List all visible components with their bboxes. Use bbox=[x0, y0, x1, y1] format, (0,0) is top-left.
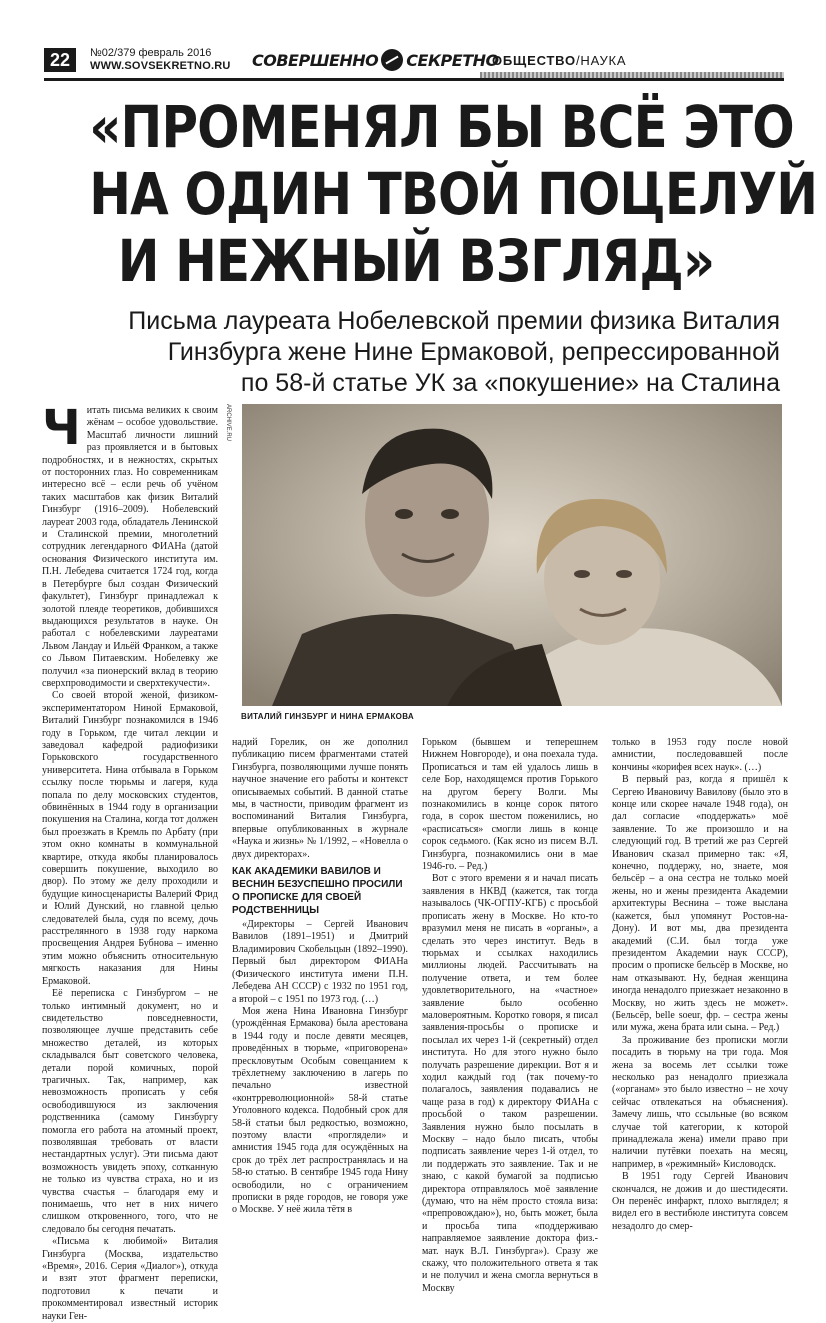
header-rule bbox=[44, 78, 784, 81]
article-subheadline bbox=[60, 306, 780, 399]
paragraph: надий Горелик, он же дополнил публикацию писем фрагментами статей Гинзбурга, позволяющими лучше понять научное значение его работы и контекст описываемых событий. В данной статье мы, в частности, приводим фрагмент из воспоминаний Виталия Гинзбурга, впервые опубликованных в журнале «Наука и жизнь» № 1/1992, – «Новелла о двух директорах». bbox=[232, 737, 408, 860]
paragraph: За проживание без прописки могли посадить в тюрьму на три года. Моя жена за восемь лет ссылки тоже несколько раз ненадолго приезжала («органам» это было известно – не хочу сейчас отвлекаться на объяснения). Замечу лишь, что ссыльные (во всяком случае той категории, к которой принадлежала жена) имели право при наличии путёвки поехать на месяц, например, в «режимный» Кисловодск. bbox=[612, 1034, 788, 1170]
logo-text-right: СЕКРЕТНО bbox=[406, 50, 499, 70]
paragraph: В 1951 году Сергей Иванович скончался, не дожив и до шестидесяти. Он перенёс инфаркт, плохо выглядел; я видел его в вестибюле института совсем незадолго до смер- bbox=[612, 1171, 788, 1232]
paragraph: только в 1953 году после новой амнистии, последовавшей после кончины «корифея всех наук». (…) bbox=[612, 737, 788, 773]
issue-info bbox=[90, 47, 231, 73]
headline-line-3: И НЕЖНЫЙ ВЗГЛЯД» bbox=[117, 227, 715, 295]
section-name: ОБЩЕСТВО bbox=[492, 53, 576, 68]
logo-text-left: СОВЕРШЕННО bbox=[252, 50, 379, 70]
paragraph bbox=[42, 400, 218, 690]
paragraph: В первый раз, когда я пришёл к Сергею Ивановичу Вавилову (было это в конце или скорее начале 1948 года), он дал согласие «поддержать» моё заявление. То же произошло и на следующий год. В третий же раз Сергей Иванович сказал примерно так: «Я, конечно, поддержу, но, знаете, моя бельсёр – а она сестра не только моей жены, но и жены президента Академии архитектуры Веснина – тоже выслана (кажется, был упомянут Ростов-на-Дону). И вот мы, два президента академий (С.И. был тогда уже президентом Академии наук СССР), просим о прописке бельсёр в Москве, но нам отказывают. Ну, бедная женщина иногда ненадолго приезжает незаконно в Москву, но жить здесь не может». (Бельсёр, belle soeur, фр. – сестра жены или мужа, жена брата или сына. – Ред.) bbox=[612, 774, 788, 1034]
logo-emblem-icon bbox=[381, 49, 403, 71]
section-subtitle: КАК АКАДЕМИКИ ВАВИЛОВ И ВЕСНИН БЕЗУСПЕШНО ПРОСИЛИ О ПРОПИСКЕ ДЛЯ СВОЕЙ РОДСТВЕННИЦЫ bbox=[232, 866, 403, 917]
headline-line-1: «ПРОМЕНЯЛ БЫ ВСЁ ЭТО bbox=[89, 93, 794, 161]
drop-cap: Ч bbox=[42, 400, 81, 456]
website-link[interactable]: WWW.SOVSEKRETNO.RU bbox=[90, 60, 231, 72]
photo-credit: ARCHIVE.RU bbox=[225, 404, 231, 442]
article-photo bbox=[242, 404, 782, 706]
paragraph: Её переписка с Гинзбургом – не только интимный документ, но и свидетельство повседневности, позволяющее лучше представить себе множество деталей, из которых складывался быт советского человека, детали порой комичных, порой трагичных. Так, например, как невозможность прописать у себя освободившуюся из заключения родственника (самому Гинзбургу помогла его работа на атомный проект, позволявшая требовать от власти нестандартных услуг). Эти письма дают возможность увидеть эпоху, сотканную не только из чувства страха, но и из чувства счастья – благодаря ему и понимаешь, что нет в них ничего слишком откровенного, того, что не следовало бы сегодня печатать. bbox=[42, 988, 218, 1235]
article-column-4 bbox=[612, 737, 788, 1233]
article-column-3 bbox=[422, 737, 598, 1295]
paragraph: Вот с этого времени я и начал писать заявления в НКВД (кажется, так тогда называлось (ЧК-ОГПУ-КГБ) с просьбой прописать жену в Москве. Но кто-то вразумил меня не писать в «органы», а сделать это через институт. Ведь в тюрьмах и ссылках находились миллионы людей. Рассчитывать на получение ответа, и тем более удовлетворительного, на «частное» заявление было особенно маловероятным. Коротко говоря, я писал заявления-просьбы о прописке и посылал их через 1-й (секретный) отдел института. Но для этого нужно было получать разрешение дирекции. Вот я и ходил каждый год (так почему-то полагалось, заявления подавались не чаще раза в год) к директору ФИАНа с просьбой о таком разрешении. Заявления нужно было посылать в Москву – надо было писать, чтобы подписать заявление через 1-й отдел, то ли поддержать это заявление. Так и не знаю, с какой бумагой за подписью директора отправлялось моё заявление (думаю, что на нём просто стояла виза: «препровождаю»), но, быть может, была и просьба типа «поддерживаю направляемое заявление доктора физ.-мат. наук В.Л. Гинзбурга»). Сразу же скажу, что положительного ответа я так и не получил и жена смогла вернуться в Москву bbox=[422, 873, 598, 1294]
paragraph-text: итать письма великих к своим жёнам – особое удовольствие. Масштаб личности лишний раз проявляется и в бытовых подробностях, и в нежностях, скрытых от посторонних глаз. Но современникам интересно всё – если речь об учёном таких масштабов как физик Виталий Гинзбург (1916–2009). Нобелевский лауреат 2003 года, обладатель Ленинской и Сталинской премии, многолетний сотрудник легендарного ФИАНа (датой основания Физического института им. П.Н. Лебедева считается 1724 год, когда в Петербурге был создан Физический факультет), Гинзбург принадлежал к золотой плеяде теоретиков, добившихся выдающихся результатов в науке. Он работал с нобелевскими лауреатами Львом Ландау и Ильёй Франком, а также со Львом Питаевским. Нобелевку же получил «за пионерский вклад в теорию сверхпроводимости и сверхтекучести». bbox=[42, 405, 218, 689]
page-number: 22 bbox=[44, 48, 76, 72]
subheadline-line-1: Письма лауреата Нобелевской премии физика Виталия bbox=[128, 307, 780, 335]
article-headline bbox=[89, 93, 818, 295]
paragraph: Моя жена Нина Ивановна Гинзбург (урождённая Ермакова) была арестована в 1944 году и после девяти месяцев, проведённых в тюрьме, «приговорена» прескловутым Особым совещанием к трёхлетнему заключению в лагерь по печально известной «контрреволюционной» 58-й статье Уголовного кодекса. Подобный срок для 58-й статьи был редкостью, возможно, поэтому власти «проглядели» и амнистия 1945 года для осуждённых на срок до трёх лет распространялась и на 58-ю статью. В сентябре 1945 года Нину освободили, но с ограничением прописки в ряде городов, не говоря уже о Москве. У неё жила тётя в bbox=[232, 1005, 408, 1216]
subheadline-line-2: Гинзбурга жене Нине Ермаковой, репрессированной bbox=[167, 338, 780, 366]
article-column-1 bbox=[42, 400, 218, 1323]
section-label bbox=[492, 53, 626, 68]
subheadline-line-3: по 58-й статье УК за «покушение» на Сталина bbox=[240, 369, 780, 397]
paragraph: Горьком (бывшем и теперешнем Нижнем Новгороде), и она поехала туда. Прописаться и там ей удалось лишь в селе Бор, находящемся против Горького на другом берегу Волги. Мы познакомились в конце сорок пятого года, в сорок шестом поженились, но «расписаться» смогли лишь в конце сорок седьмого. (Как ясно из писем В.Л. Гинзбурга, познакомились они в мае 1946-го. – Ред.) bbox=[422, 737, 598, 873]
photo-caption: ВИТАЛИЙ ГИНЗБУРГ И НИНА ЕРМАКОВА bbox=[241, 712, 414, 721]
paragraph: Со своей второй женой, физиком-экспериментатором Ниной Ермаковой, Виталий Гинзбург познакомился в 1946 году в Горьком, где читал лекции и заведовал кафедрой радиофизики Горьковского государственного университета. Нина отбывала в Горьком ссылку после тюрьмы и лагеря, куда попала по делу московских студентов, обвинённых в 1944 году в организации покушения на Сталина, когда тот должен был проезжать в Кремль по Арбату (при этом окно комнаты в коммунальной квартире, откуда якобы планировалось совершить покушение, выходило во двор). По этому же делу проходили и будущие киносценаристы Валерий Фрид и Юлий Дунский, но главной целью следователей была, судя по всему, дочь расстрелянного в 1938 году наркома просвещения Андрея Бубнова – именно этим можно объяснить относительную мягкость наказания для Нины Ермаковой. bbox=[42, 690, 218, 987]
photo-illustration bbox=[242, 404, 782, 706]
issue-number: №02/379 февраль 2016 bbox=[90, 47, 212, 59]
section-subname: /НАУКА bbox=[575, 53, 627, 68]
headline-line-2: НА ОДИН ТВОЙ ПОЦЕЛУЙ bbox=[89, 160, 818, 228]
paragraph: «Письма к любимой» Виталия Гинзбурга (Москва, издательство «Время», 2016. Серия «Диалог»), откуда и взят этот фрагмент переписки, подготовил к печати и прокомментировал известный историк науки Ген- bbox=[42, 1236, 218, 1322]
article-column-2 bbox=[232, 737, 408, 1217]
magazine-logo bbox=[252, 48, 499, 72]
paragraph: «Директоры – Сергей Иванович Вавилов (1891–1951) и Дмитрий Владимирович Скобельцын (1892–1990). Первый был директором ФИАНа (Физического института имени П.Н. Лебедева АН СССР) с 1932 по 1951 год, а второй – с 1951 по 1973 год. (…) bbox=[232, 919, 408, 1005]
